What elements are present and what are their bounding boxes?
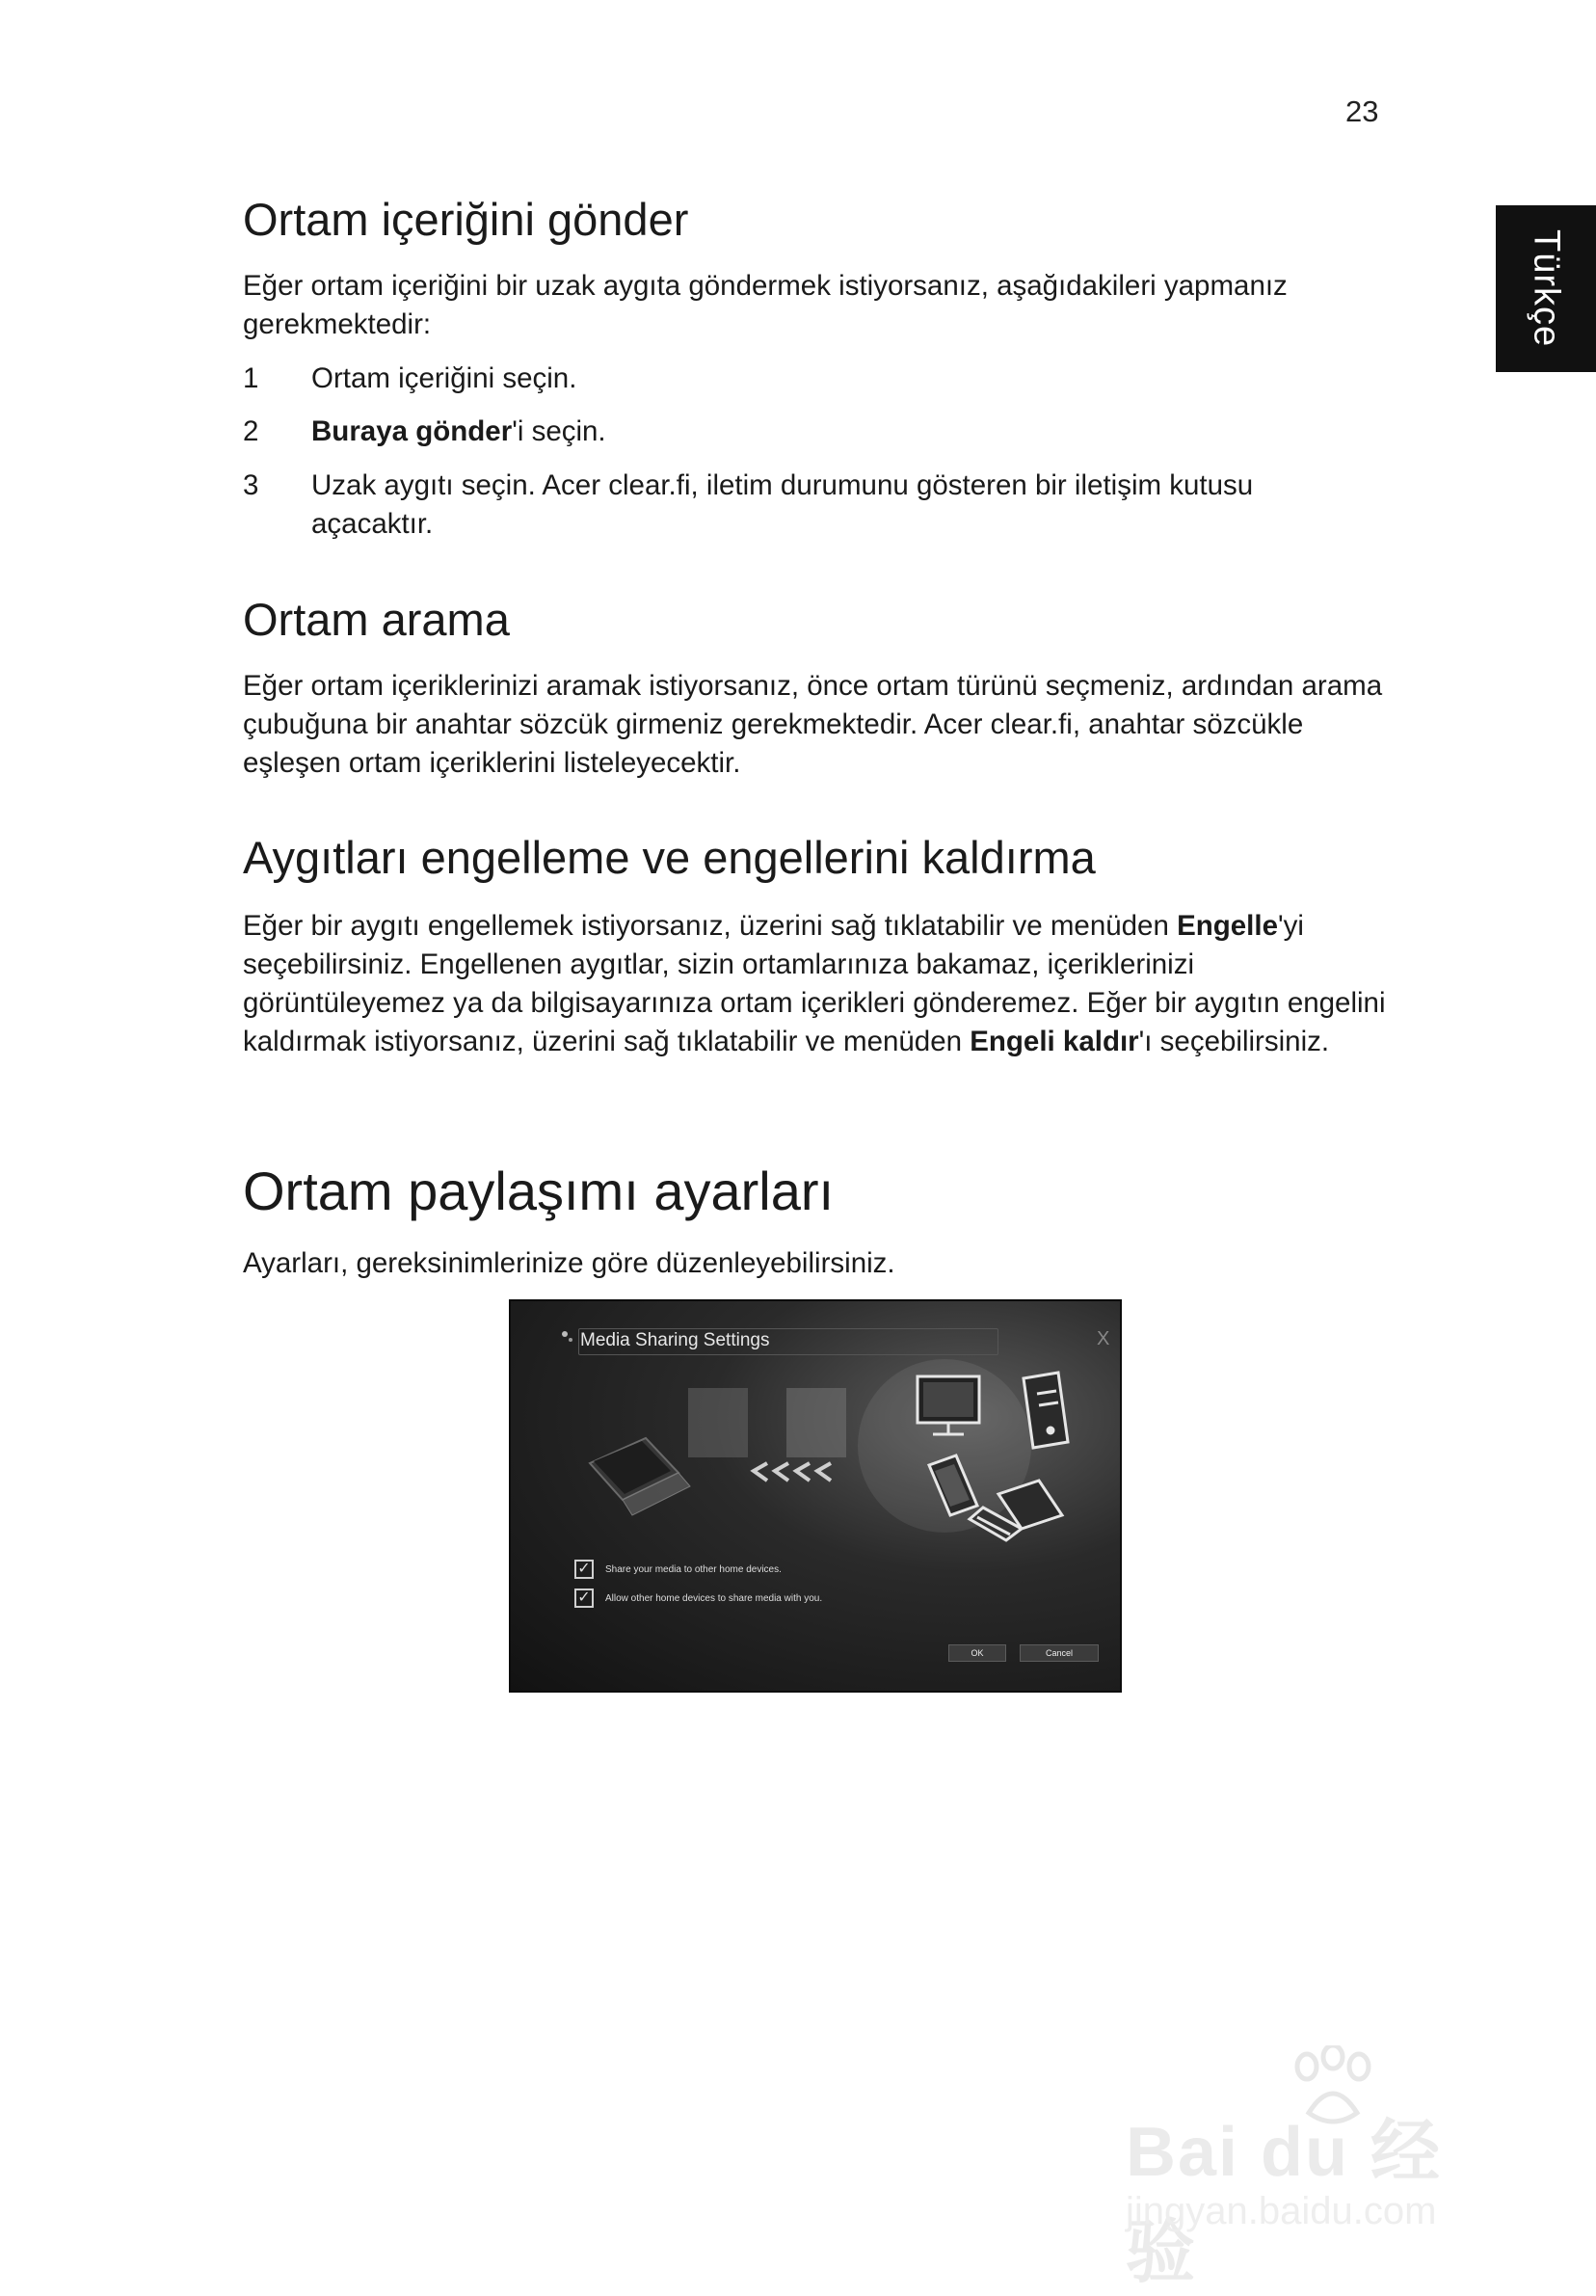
thumbnail-icon — [786, 1388, 846, 1457]
page-number: 23 — [1345, 94, 1379, 128]
allow-devices-option[interactable] — [574, 1589, 822, 1608]
section2-body: Eğer ortam içeriklerinizi aramak istiyorsanız, önce ortam türünü seçmeniz, ardından arama çubuğuna bir anahtar sözcük girmeniz gerekmektedir. Acer clear.fi, anahtar sözcükle eşleşen ortam içeriklerini listeleyecektir. — [243, 670, 1383, 779]
media-sharing-settings-screenshot — [509, 1299, 1122, 1693]
desktop-tower-icon — [1024, 1373, 1068, 1448]
checkbox-checked-icon[interactable]: ✓ — [574, 1560, 594, 1579]
thumbnail-icon — [688, 1388, 748, 1457]
section-heading-block-devices: Aygıtları engelleme ve engellerini kaldırma — [243, 832, 1096, 883]
cancel-button[interactable]: Cancel — [1020, 1644, 1099, 1662]
section3-body: Eğer bir aygıtı engellemek istiyorsanız, üzerini sağ tıklatabilir ve menüden Engelle'yi seçebilirsiniz. Engellenen aygıtlar, sizin ortamlarınıza bakamaz, içeriklerinizi görüntüleyemez ya da bilgisayarınıza ortam içerikleri gönderemez. Eğer bir aygıtın engelini kaldırmak istiyorsanız, üzerini sağ tıklatabilir ve menüden Engeli kaldır'ı seçebilirsiniz. — [243, 910, 1386, 1057]
dialog-title: Media Sharing Settings — [580, 1330, 770, 1350]
device-illustration — [511, 1301, 1122, 1693]
watermark-text: Bai du 经验 — [1126, 2114, 1443, 2291]
checkbox-checked-icon[interactable]: ✓ — [574, 1589, 594, 1608]
checkbox-label: Allow other home devices to share media with you. — [605, 1592, 823, 1604]
bold-term: Buraya gönder — [311, 415, 513, 447]
checkbox-label: Share your media to other home devices. — [605, 1563, 782, 1575]
language-tab: Türkçe — [1496, 205, 1596, 372]
section-heading-media-sharing-settings: Ortam paylaşımı ayarları — [243, 1161, 835, 1221]
share-media-option[interactable] — [574, 1560, 782, 1579]
baidu-watermark — [1126, 2045, 1502, 2291]
section-heading-media-search: Ortam arama — [243, 594, 510, 645]
section1-intro: Eğer ortam içeriğini bir uzak aygıta göndermek istiyorsanız, aşağıdakileri yapmanız gerekmektedir: — [243, 270, 1288, 340]
laptop-icon — [590, 1438, 690, 1515]
close-icon[interactable]: X — [1097, 1328, 1110, 1349]
transfer-arrows-icon — [754, 1463, 831, 1481]
section4-body: Ayarları, gereksinimlerinize göre düzenleyebilirsiniz. — [243, 1247, 895, 1279]
watermark-url: jingyan.baidu.com — [1126, 2190, 1437, 2232]
ok-button[interactable]: OK — [948, 1644, 1006, 1662]
section-heading-send-media: Ortam içeriğini gönder — [243, 194, 689, 245]
